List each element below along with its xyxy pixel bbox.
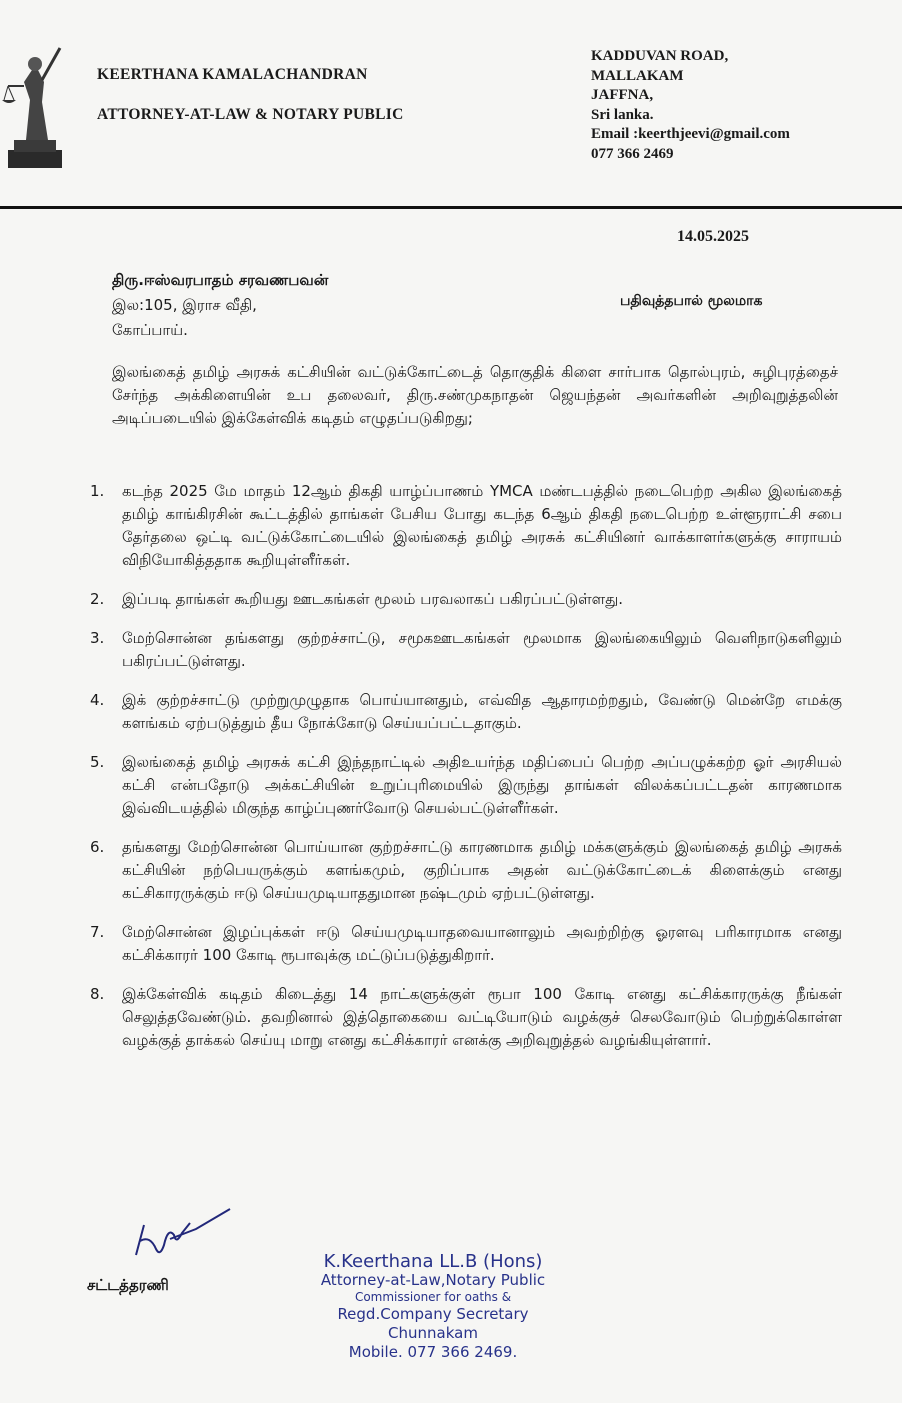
recipient-address-line: கோப்பாய். bbox=[112, 321, 188, 339]
list-item bbox=[90, 983, 842, 1052]
item-number: 1. bbox=[90, 482, 105, 500]
list-item bbox=[90, 751, 842, 820]
delivery-method: பதிவுத்தபால் மூலமாக bbox=[620, 293, 763, 309]
address-line: MALLAKAM bbox=[591, 67, 684, 84]
list-item bbox=[90, 689, 842, 735]
list-item bbox=[90, 836, 842, 905]
intro-paragraph: இலங்கைத் தமிழ் அரசுக் கட்சியின் வட்டுக்கோட்டைத் தொகுதிக் கிளை சார்பாக தொல்புரம், சுழிபுரத்தைச் சேர்ந்த அக்கிளையின் உப தலைவர், திரு.சண்முகநாதன் ஜெயந்தன் அவர்களின் அறிவுறுத்தலின் அடிப்படையில் இக்கேள்விக் கடிதம் எழுதப்படுகிறது; bbox=[112, 363, 838, 427]
item-text: இப்படி தாங்கள் கூறியது ஊடகங்கள் மூலம் பரவலாகப் பகிரப்பட்டுள்ளது. bbox=[122, 590, 623, 608]
letterhead-address bbox=[591, 47, 790, 164]
item-text: மேற்சொன்ன இழப்புக்கள் ஈடு செய்யமுடியாதவையானாலும் அவற்றிற்கு ஓரளவு பரிகாரமாக எனது கட்சிக்காரர் 100 கோடி ரூபாவுக்கு மட்டுப்படுத்துகிறார். bbox=[122, 923, 842, 964]
address-line: Sri lanka. bbox=[591, 106, 654, 123]
official-stamp bbox=[288, 1252, 578, 1362]
item-number: 5. bbox=[90, 753, 105, 771]
list-item bbox=[90, 921, 842, 967]
item-text: இக் குற்றச்சாட்டு முற்றுமுழுதாக பொய்யானதும், எவ்வித ஆதாரமற்றதும், வேண்டு மென்றே எமக்கு களங்கம் ஏற்படுத்தும் தீய நோக்கோடு செய்யப்பட்டதாகும். bbox=[122, 691, 842, 732]
stamp-title: Attorney-at-Law,Notary Public bbox=[320, 1271, 546, 1289]
item-text: இக்கேள்விக் கடிதம் கிடைத்து 14 நாட்களுக்குள் ரூபா 100 கோடி எனது கட்சிக்காரருக்கு நீங்கள் செலுத்தவேண்டும். தவறினால் இத்தொகையை வட்டியோடும் வழக்குச் செலவோடும் பெற்றுக்கொள்ள வழக்குத் தாக்கல் செய்யு மாறு எனது கட்சிக்காரர் எனக்கு அறிவுறுத்தல் வழங்கியுள்ளார். bbox=[122, 985, 842, 1049]
item-text: தங்களது மேற்சொன்ன பொய்யான குற்றச்சாட்டு காரணமாக தமிழ் மக்களுக்கும் இலங்கைத் தமிழ் அரசுக் கட்சியின் நற்பெயருக்கும் களங்கமும், குறிப்பாக அதன் வட்டுக்கோட்டைக் கிளைக்கும் எனது கட்சிகாரருக்கும் ஈடு செய்யமுடியாததுமான நஷ்டமும் ஏற்பட்டுள்ளது. bbox=[122, 838, 842, 902]
item-number: 6. bbox=[90, 838, 105, 856]
address-line: JAFFNA, bbox=[591, 87, 654, 103]
item-number: 7. bbox=[90, 923, 105, 941]
firm-name: KEERTHANA KAMALACHANDRAN bbox=[97, 66, 368, 83]
item-text: கடந்த 2025 மே மாதம் 12ஆம் திகதி யாழ்ப்பாணம் YMCA மண்டபத்தில் நடைபெற்ற அகில இலங்கைத் தமிழ் காங்கிரசின் கூட்டத்தில் தாங்கள் பேசிய போது கடந்த 6ஆம் திகதி நடைபெற்ற உள்ளூராட்சி சபை தேர்தலை ஒட்டி வட்டுக்கோட்டையில் இலங்கைத் தமிழ் அரசுக் கட்சியினர் வாக்காளர்களுக்கு சாராயம் விநியோகித்ததாக கூறியுள்ளீர்கள். bbox=[122, 482, 842, 569]
item-number: 4. bbox=[90, 691, 105, 709]
points-list bbox=[90, 480, 842, 1068]
list-item bbox=[90, 480, 842, 572]
stamp-name: K.Keerthana LL.B (Hons) bbox=[323, 1251, 543, 1272]
recipient-name: திரு.ஈஸ்வரபாதம் சரவணபவன் bbox=[112, 271, 329, 289]
list-item bbox=[90, 627, 842, 673]
recipient-block bbox=[112, 268, 328, 343]
stamp-secretary: Regd.Company Secretary bbox=[337, 1305, 529, 1323]
item-text: இலங்கைத் தமிழ் அரசுக் கட்சி இந்தநாட்டில் அதிஉயர்ந்த மதிப்பைப் பெற்ற அப்பழுக்கற்ற ஓர் அரசியல் கட்சி என்பதோடு அக்கட்சியின் உறுப்புரிமையில் இருந்து தாங்கள் விலக்கப்பட்டதன் காரணமாக இவ்விடயத்தில் மிகுந்த காழ்ப்புணர்வோடு செயல்பட்டுள்ளீர்கள். bbox=[122, 753, 842, 817]
item-number: 3. bbox=[90, 629, 105, 647]
stamp-mobile: Mobile. 077 366 2469. bbox=[348, 1343, 518, 1361]
item-number: 2. bbox=[90, 590, 105, 608]
recipient-address-line: இல:105, இராச வீதி, bbox=[112, 296, 257, 314]
address-line: KADDUVAN ROAD, bbox=[591, 48, 729, 64]
signatory-title: சட்டத்தரணி bbox=[87, 1276, 169, 1294]
stamp-commission: Commissioner for oaths & bbox=[354, 1290, 512, 1304]
letter-date: 14.05.2025 bbox=[677, 228, 749, 245]
lady-justice-logo bbox=[2, 40, 68, 170]
firm-title: ATTORNEY-AT-LAW & NOTARY PUBLIC bbox=[97, 106, 404, 123]
phone-line: 077 366 2469 bbox=[591, 145, 674, 162]
item-text: மேற்சொன்ன தங்களது குற்றச்சாட்டு, சமூகஊடகங்கள் மூலமாக இலங்கையிலும் வெளிநாடுகளிலும் பகிரப்பட்டுள்ளது. bbox=[122, 629, 842, 670]
header-divider bbox=[0, 206, 902, 209]
handwritten-signature bbox=[130, 1205, 240, 1275]
list-item bbox=[90, 588, 842, 611]
item-number: 8. bbox=[90, 985, 105, 1003]
stamp-location: Chunnakam bbox=[388, 1324, 478, 1342]
email-line: Email :keerthjeevi@gmail.com bbox=[591, 126, 790, 142]
